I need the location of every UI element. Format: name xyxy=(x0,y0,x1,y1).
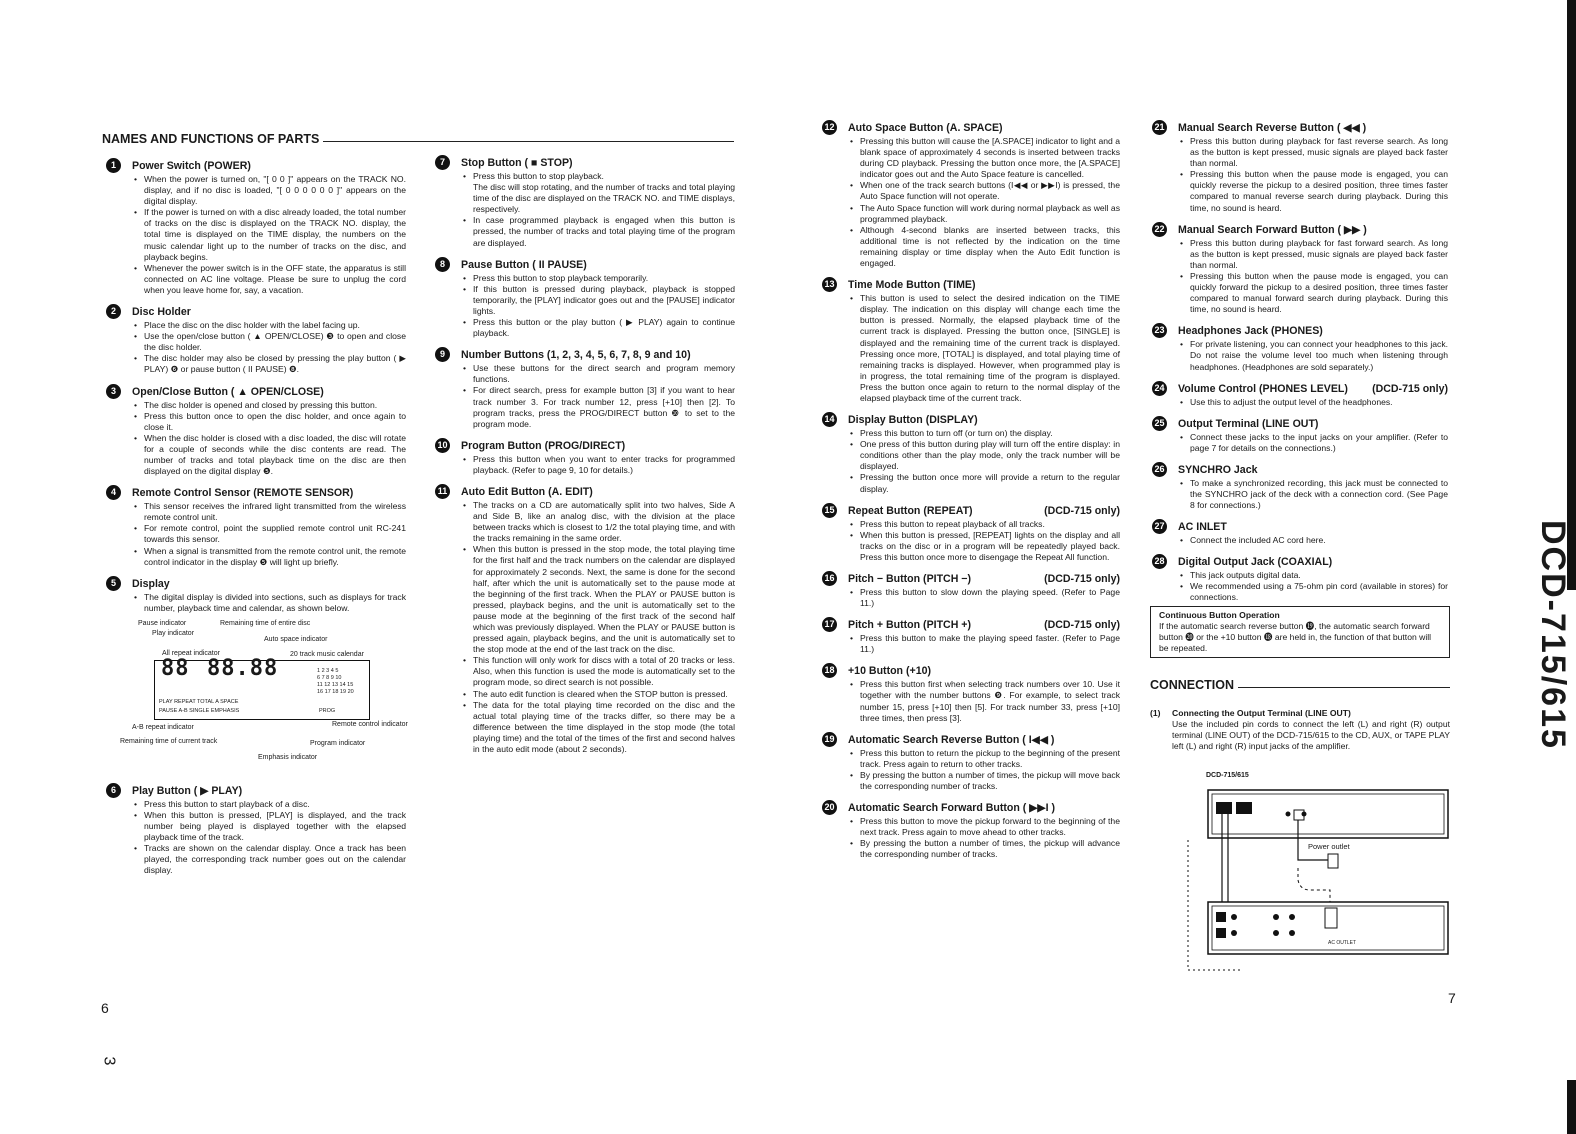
section-number: 26 xyxy=(1152,462,1167,477)
section-auto-search-reverse xyxy=(824,733,1120,792)
section-display-button xyxy=(824,414,1120,495)
section-number: 28 xyxy=(1152,554,1167,569)
list-item: • By pressing the button a number of times, the pickup will move back the corresponding number of tracks. xyxy=(848,770,1120,792)
connection-body: Use the included pin cords to connect the left (L) and right (R) output terminal (LINE OUT) of the DCD-715/615 to the CD, AUX, or TAPE PLAY left (L) and right (R) input jacks of the amplifier. xyxy=(1172,719,1450,752)
section-number: 24 xyxy=(1152,381,1167,396)
section-number: 19 xyxy=(822,732,837,747)
list-item: • By pressing the button a number of times, the pickup will advance the corresponding number of tracks. xyxy=(848,838,1120,860)
vertical-label-wrap xyxy=(1534,520,1572,1120)
section-title: Program Button (PROG/DIRECT) xyxy=(461,439,626,452)
display-panel xyxy=(154,655,370,720)
section-open-close xyxy=(110,385,406,478)
list-item: • Press this button once to open the disc holder, and once again to close it. xyxy=(132,411,406,433)
label-remaining-current: Remaining time of current track xyxy=(120,737,218,745)
section-auto-space xyxy=(824,122,1120,269)
list-item: • Pressing this button when the pause mode is engaged, you can quickly reverse the pickup to a desired position, three times faster compared to manual reverse search during playback. During this time, no sound is heard. xyxy=(1178,169,1448,213)
section-title: Display Button (DISPLAY) xyxy=(848,414,978,427)
section-pitch-plus xyxy=(824,619,1120,655)
ac-outlet-label: AC OUTLET xyxy=(1328,940,1357,946)
section-power-switch xyxy=(110,160,406,296)
section-number: 17 xyxy=(822,617,837,632)
section-number: 13 xyxy=(822,277,837,292)
list-item: • Connect the included AC cord here. xyxy=(1178,535,1448,546)
calendar-row: 16 17 18 19 20 xyxy=(317,688,354,695)
section-auto-search-forward xyxy=(824,802,1120,860)
section-title: Output Terminal (LINE OUT) xyxy=(1178,417,1319,430)
section-title: Stop Button ( ■ STOP) xyxy=(461,157,573,169)
list-item: • Place the disc on the disc holder with the label facing up. xyxy=(132,320,406,331)
section-title: AC INLET xyxy=(1178,521,1227,534)
section-headphones xyxy=(1154,325,1448,372)
section-title: Automatic Search Forward Button ( ▶▶I ) xyxy=(848,802,1055,815)
edge-bar-top xyxy=(1567,0,1576,590)
list-item: • When a signal is transmitted from the remote control unit, the remote control indicator in the display ❺ will light up briefly. xyxy=(132,546,406,568)
list-item: • For private listening, you can connect your headphones to this jack. Do not raise the volume level too much when listening through headphones. (Headphones are sold separately.) xyxy=(1178,339,1448,372)
section-number: 22 xyxy=(1152,222,1167,237)
section-number: 3 xyxy=(106,384,121,399)
section-number: 12 xyxy=(822,120,837,135)
list-item: • Pressing this button will cause the [A.SPACE] indicator to light and a blank space of approximately 4 seconds is inserted between tracks during CD playback. Pressing the button once more, the [A.SPACE] indicator goes out and the Auto Space feature is cancelled. xyxy=(848,136,1120,180)
section-manual-search-forward xyxy=(1154,223,1448,316)
section-title: Automatic Search Reverse Button ( I◀◀ ) xyxy=(848,733,1055,746)
list-item: • If the power is turned on with a disc already loaded, the total number of tracks on the disc is displayed on the TRACK NO. display, the total time is displayed on the TIME display, the numbers on the music calendar light up to the number of tracks on the disc, and playback begins. xyxy=(132,207,406,262)
section-title: SYNCHRO Jack xyxy=(1178,463,1258,476)
list-item: • Press this button to stop playback. xyxy=(461,171,735,182)
plug-shape xyxy=(1328,854,1338,868)
track-digits: 88 xyxy=(161,655,190,681)
section-number: 1 xyxy=(106,158,121,173)
list-item: • We recommended using a 75-ohm pin cord (available in stores) for connections. xyxy=(1178,581,1448,603)
section-number: 20 xyxy=(822,800,837,815)
section-heading-row xyxy=(102,130,734,146)
figure-model-label: DCD-715/615 xyxy=(1206,772,1249,779)
model-note: (DCD-715 only) xyxy=(1044,573,1120,585)
connection-heading: CONNECTION xyxy=(1150,678,1238,692)
list-item: • Press this button to move the pickup forward to the beginning of the next track. Press again to move ahead to other tracks. xyxy=(848,816,1120,838)
connection-title: Connecting the Output Terminal (LINE OUT) xyxy=(1172,708,1351,718)
section-title: Remote Control Sensor (REMOTE SENSOR) xyxy=(132,487,354,500)
connection-diagram-svg xyxy=(1180,780,1450,980)
label-all-repeat: All repeat indicator xyxy=(162,649,220,657)
list-item: • In case programmed playback is engaged when this button is pressed, the number of tracks and total playing time of the program are displayed. xyxy=(461,215,735,248)
section-number: 25 xyxy=(1152,416,1167,431)
list-item: • This button is used to select the desired indication on the TIME display. The indication on this display will change each time the button is pressed. Normally, the elapsed playback time of the current track is displayed. Pressing the button once, [SINGLE] is displayed and the remaining time of the current track is displayed. Pressing once more, [TOTAL] is displayed, and total playing time of remaining tracks is displayed. However, when programmed play is in progress, the total remaining time of the program is displayed. Press the button once again to return to the normal display of the elapsed playback time of the current track. xyxy=(848,293,1120,404)
list-item: • To make a synchronized recording, this jack must be connected to the SYNCHRO jack of the deck with a connection cord. (See Page 8 for connections.) xyxy=(1178,478,1448,511)
section-title: Volume Control (PHONES LEVEL) xyxy=(1178,382,1348,395)
list-item: • The data for the total playing time recorded on the disc and the actual total playing time of the tracks differ, so there may be a difference between the time displayed in the stop mode (the total playing time) and the total of the times of the first and second halves in the auto edit mode (about 2 seconds). xyxy=(461,700,735,755)
section-number: 5 xyxy=(106,576,121,591)
section-title: Disc Holder xyxy=(132,306,191,319)
list-item: • Press this button to make the playing speed faster. (Refer to Page 11.) xyxy=(848,633,1120,655)
list-item: • Pressing this button when the pause mode is engaged, you can quickly forward the pickup to a desired position, three times faster compared to manual forward search during playback. During this time, no sound is heard. xyxy=(1178,271,1448,315)
section-title: Manual Search Reverse Button ( ◀◀ ) xyxy=(1178,122,1367,134)
section-disc-holder xyxy=(110,306,406,375)
list-item: • The auto edit function is cleared when the STOP button is pressed. xyxy=(461,689,735,700)
section-remote-sensor xyxy=(110,487,406,568)
section-number: 16 xyxy=(822,571,837,586)
section-number: 21 xyxy=(1152,120,1167,135)
list-item: • Press this button during playback for fast reverse search. As long as the button is kept pressed, music signals are played back faster than normal. xyxy=(1178,136,1448,169)
list-item: • Whenever the power switch is in the OFF state, the apparatus is still connected on AC line voltage. Please be sure to unplug the cord when you leave home for, say, a vacation. xyxy=(132,263,406,296)
calendar-row: 11 12 13 14 15 xyxy=(317,681,354,688)
section-number: 4 xyxy=(106,485,121,500)
section-number: 9 xyxy=(435,347,450,362)
section-stop-button xyxy=(439,157,735,249)
label-calendar: 20 track music calendar xyxy=(290,650,364,658)
list-item: • Press this button first when selecting track numbers over 10. Use it together with the number buttons ❾. For example, to select track number 15, press [+10] then [5]. For track number 33, press [+10] three times, then press [3]. xyxy=(848,679,1120,723)
section-ac-inlet xyxy=(1154,521,1448,546)
section-title: Pitch + Button (PITCH +) xyxy=(848,619,972,632)
calendar-row: 6 7 8 9 10 xyxy=(317,674,342,681)
calendar-row: 1 2 3 4 5 xyxy=(317,667,339,674)
section-title: +10 Button (+10) xyxy=(848,665,932,678)
list-item: • Use these buttons for the direct search and program memory functions. xyxy=(461,363,735,385)
section-number: 18 xyxy=(822,663,837,678)
section-number: 15 xyxy=(822,503,837,518)
section-auto-edit xyxy=(437,485,735,755)
section-pause-button xyxy=(439,258,735,340)
label-auto-space: Auto space indicator xyxy=(264,635,328,643)
list-item: • This function will only work for discs with a total of 20 tracks or less. Also, when this function is used the mode is automatically set to the program mode, so direct search is not possible. xyxy=(461,655,735,688)
list-item: • Press this button or the play button ( ▶ PLAY) again to continue playback. xyxy=(461,317,735,339)
section-title: Auto Space Button (A. SPACE) xyxy=(848,122,1003,134)
connection-text xyxy=(1150,708,1450,752)
section-plus10 xyxy=(824,665,1120,723)
section-display xyxy=(110,577,408,775)
list-item: • If this button is pressed during playback, playback is stopped temporarily, the [PLAY] indicator goes out and the [PAUSE] indicator lights. xyxy=(461,284,735,317)
section-title: Digital Output Jack (COAXIAL) xyxy=(1178,556,1333,569)
list-item: • The disc holder is opened and closed by pressing this button. xyxy=(132,400,406,411)
list-item: • When this button is pressed in the stop mode, the total playing time for the first half and the track numbers on the calendar are displayed for approximately 2 seconds. Next, the same is done for the second half, after which the unit is automatically set to the pause mode at the beginning of the first track. When the PLAY or PAUSE button is pressed, playback begins, and the unit is automatically set to the pause mode at the beginning of the first track of the second half which was previously displayed. When the PLAY or PAUSE button is pressed again, playback begins, and the unit is automatically set to the stop mode at the end of the last track on the disc. xyxy=(461,544,735,655)
panel-labels-row1: PLAY REPEAT TOTAL A SPACE xyxy=(159,698,239,705)
section-number: 2 xyxy=(106,304,121,319)
list-item: • Press this button to stop playback temporarily. xyxy=(461,273,735,284)
label-remote-indicator: Remote control indicator xyxy=(332,720,408,728)
time-digits: 88.88 xyxy=(207,655,279,681)
connection-item-number: (1) xyxy=(1150,708,1161,718)
section-play-button xyxy=(110,784,406,877)
list-item: • Use the open/close button ( ▲ OPEN/CLOSE) ❸ to open and close the disc holder. xyxy=(132,331,406,353)
section-manual-search-reverse xyxy=(1154,122,1448,214)
label-pause-indicator: Pause indicator xyxy=(138,619,187,627)
connection-heading-row xyxy=(1150,676,1450,692)
section-title: Open/Close Button ( ▲ OPEN/CLOSE) xyxy=(132,385,324,398)
page-number-left: 6 xyxy=(101,1000,109,1016)
column-3 xyxy=(824,122,1120,871)
page-heading: NAMES AND FUNCTIONS OF PARTS xyxy=(102,132,323,146)
list-item: • Press this button to repeat playback of all tracks. xyxy=(848,519,1120,530)
section-volume-control xyxy=(1154,382,1448,408)
list-item: • When the power is turned on, "[ 0 0 ]" appears on the TRACK NO. display, and if no disc is loaded, "[ 0 0 0 0 0 0 ]" appears on the digital display. xyxy=(132,174,406,207)
section-title: Power Switch (POWER) xyxy=(132,160,251,172)
section-number: 6 xyxy=(106,783,121,798)
list-item: • Press this button to turn off (or turn on) the display. xyxy=(848,428,1120,439)
section-number: 7 xyxy=(435,155,450,170)
section-digital-output xyxy=(1154,556,1448,603)
list-item: • Press this button to slow down the playing speed. (Refer to Page 11.) xyxy=(848,587,1120,609)
continuous-operation-box xyxy=(1150,606,1450,658)
list-item: • For direct search, press for example button [3] if you want to hear track number 3. For track number 12, press [+10] then [2]. To program tracks, press the PROG/DIRECT button ❿ to set to the program mode. xyxy=(461,385,735,429)
vertical-model-label: DCD-715/615 xyxy=(1534,520,1572,750)
list-item: • Tracks are shown on the calendar display. Once a track has been played, the corresponding track number goes out on the calendar display. xyxy=(132,843,406,876)
list-item: • One press of this button during play will turn off the entire display: in conditions other than the play mode, only the track number will be displayed. xyxy=(848,439,1120,472)
list-item: • Press this button to return the pickup to the beginning of the present track. Press again to return to other tracks. xyxy=(848,748,1120,770)
section-title: Number Buttons (1, 2, 3, 4, 5, 6, 7, 8, 9 and 10) xyxy=(461,349,691,362)
panel-labels-row2: PAUSE A-B SINGLE EMPHASIS xyxy=(159,707,240,714)
section-title: Manual Search Forward Button ( ▶▶ ) xyxy=(1178,223,1367,236)
list-item: • This jack outputs digital data. xyxy=(1178,570,1448,581)
list-item: • The tracks on a CD are automatically split into two halves, Side A and Side B, like an analog disc, with the division at the place between tracks which is closest to 1/2 the total playing time, and with the tracks remaining in the same order. xyxy=(461,500,735,544)
section-number: 10 xyxy=(435,438,450,453)
section-number-buttons xyxy=(439,349,735,430)
section-title: Repeat Button (REPEAT) xyxy=(848,504,973,517)
section-synchro-jack xyxy=(1154,463,1448,511)
label-ab-repeat: A-B repeat indicator xyxy=(132,723,194,731)
list-item: • Connect these jacks to the input jacks on your amplifier. (Refer to page 7 for details on the connections.) xyxy=(1178,432,1448,454)
page-number-right: 7 xyxy=(1448,990,1456,1006)
list-item: • When the disc holder is closed with a disc loaded, the disc will rotate for a couple of seconds while the disc contents are read. The number of tracks and total playback time on the disc are then displayed on the digital display ❺. xyxy=(132,433,406,477)
section-pitch-minus xyxy=(824,573,1120,609)
list-item: • Press this button during playback for fast forward search. As long as the button is kept pressed, music signals are played back faster than normal. xyxy=(1178,238,1448,271)
label-play-indicator: Play indicator xyxy=(152,629,195,637)
section-output-terminal xyxy=(1154,417,1448,454)
section-number: 14 xyxy=(822,412,837,427)
corner-mark: 3 xyxy=(100,1056,118,1066)
list-item: • The Auto Space function will work during normal playback as well as programmed playback. xyxy=(848,203,1120,225)
list-item: • This sensor receives the infrared light transmitted from the wireless remote control unit. xyxy=(132,501,406,523)
model-note: (DCD-715 only) xyxy=(1044,619,1120,632)
list-item: • When this button is pressed, [REPEAT] lights on the display and all tracks on the disc or in a program will be repeatedly played back. Press this button once more to disengage the Repeat All function. xyxy=(848,530,1120,563)
list-item: • The disc holder may also be closed by pressing the play button ( ▶ PLAY) ❻ or pause button ( II PAUSE) ❽. xyxy=(132,353,406,375)
section-title: Display xyxy=(132,577,170,590)
section-title: Time Mode Button (TIME) xyxy=(848,279,976,292)
section-number: 11 xyxy=(435,484,450,499)
list-item: • The digital display is divided into sections, such as displays for track number, playback time and calendar, as shown below. xyxy=(132,592,406,614)
continuation-text: The disc will stop rotating, and the number of tracks and total playing time of the disc are displayed on the TRACK NO. and TIME displays, respectively. xyxy=(473,182,735,215)
section-repeat-button xyxy=(824,504,1120,563)
section-time-mode xyxy=(824,279,1120,404)
line-out-jack xyxy=(1216,802,1232,814)
section-number: 27 xyxy=(1152,519,1167,534)
section-number: 23 xyxy=(1152,323,1167,338)
prog-label: PROG xyxy=(319,707,336,714)
section-program-button xyxy=(437,439,735,476)
list-item: • Press this button to start playback of a disc. xyxy=(132,799,406,810)
label-remaining-entire: Remaining time of entire disc xyxy=(220,619,311,627)
box-title: Continuous Button Operation xyxy=(1159,610,1280,620)
section-title: Pitch − Button (PITCH −) xyxy=(848,573,972,585)
label-program-indicator: Program indicator xyxy=(310,739,366,747)
list-item: • Although 4-second blanks are inserted between tracks, this additional time is not reflected by the indication on the time remaining display or time display when the Auto Edit function is engaged. xyxy=(848,225,1120,269)
column-4 xyxy=(1154,122,1448,614)
column-1 xyxy=(110,160,408,887)
section-title: Headphones Jack (PHONES) xyxy=(1178,325,1323,338)
section-title: Auto Edit Button (A. EDIT) xyxy=(461,485,593,498)
list-item: • When this button is pressed, [PLAY] is displayed, and the track number being played is displayed together with the elapsed playback time of the track. xyxy=(132,810,406,843)
power-outlet-label: Power outlet xyxy=(1308,842,1350,851)
list-item: • When one of the track search buttons (I◀◀ or ▶▶I) is pressed, the Auto Space function will not operate. xyxy=(848,180,1120,202)
list-item: • For remote control, point the supplied remote control unit RC-241 towards this sensor. xyxy=(132,523,406,545)
model-note: (DCD-715 only) xyxy=(1372,382,1448,395)
synchro-jack xyxy=(1286,812,1291,817)
section-title: Play Button ( ▶ PLAY) xyxy=(132,784,243,797)
box-body: If the automatic search reverse button ⓳, the automatic search forward button ⓴ or the +10 button ⓲ are held in, the function of that button will be repeated. xyxy=(1159,621,1432,654)
section-title: Pause Button ( II PAUSE) xyxy=(461,258,587,271)
list-item: • Press this button when you want to enter tracks for programmed playback. (Refer to page 9, 10 for details.) xyxy=(461,454,735,476)
list-item: • Pressing the button once more will provide a return to the regular display. xyxy=(848,472,1120,494)
display-diagram xyxy=(120,619,412,775)
column-2 xyxy=(437,157,735,765)
section-number: 8 xyxy=(435,257,450,272)
label-emphasis: Emphasis indicator xyxy=(258,753,318,761)
list-item: • Use this to adjust the output level of the headphones. xyxy=(1178,397,1448,408)
connection-diagram xyxy=(1180,772,1450,980)
model-note: (DCD-715 only) xyxy=(1044,504,1120,517)
